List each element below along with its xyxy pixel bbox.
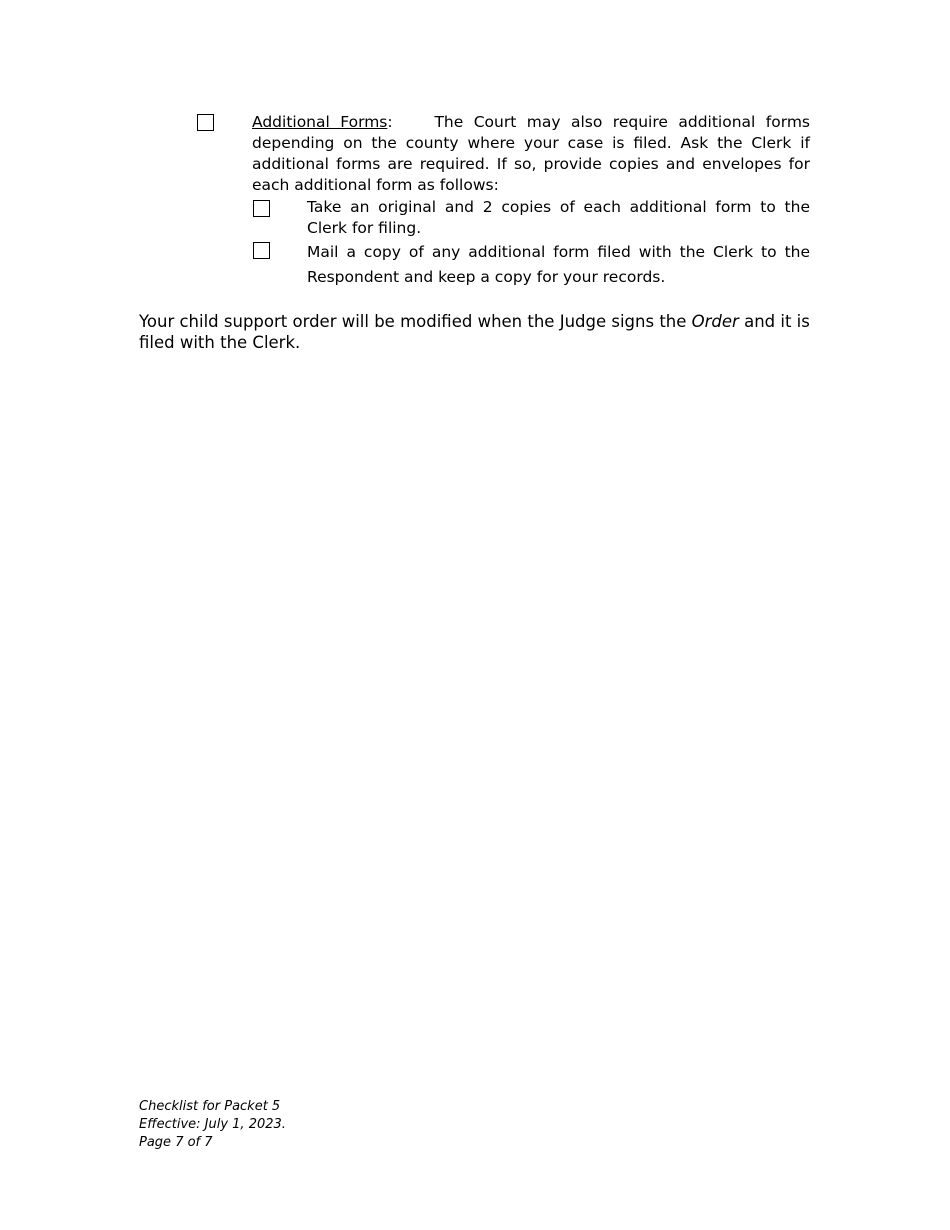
footer-effective-date: Effective: July 1, 2023. bbox=[139, 1117, 286, 1132]
conclusion-paragraph bbox=[139, 311, 839, 353]
additional-forms-heading: Additional Forms bbox=[252, 113, 388, 131]
page-footer bbox=[139, 1098, 286, 1152]
footer-packet: Checklist for Packet 5 bbox=[139, 1099, 281, 1114]
subitem-mail-copy: Mail a copy of any additional form filed with the Clerk to the Respondent and keep a copy for your records. bbox=[307, 243, 810, 286]
subitem-original-copies: Take an original and 2 copies of each additional form to the Clerk for filing. bbox=[307, 198, 810, 237]
additional-forms-item: Additional Forms: The Court may also require additional forms depending on the county where your case is filed. Ask the Clerk if additional forms are required. If so, provide copies and envelopes for each additional form as follows: bbox=[252, 113, 810, 194]
conclusion-text-before: Your child support order will be modified when the Judge signs the bbox=[139, 312, 692, 331]
additional-forms-text: The Court may also require additional forms depending on the county where your case is filed. Ask the Clerk if additional forms are required. If so, provide copies and envelopes for each additional form as follows: bbox=[252, 113, 810, 194]
additional-forms-checkbox[interactable] bbox=[197, 114, 214, 131]
conclusion-text-after: and it is filed with the Clerk. bbox=[139, 312, 810, 352]
footer-page-number: Page 7 of 7 bbox=[139, 1135, 213, 1150]
subitem-original-copies-checkbox[interactable] bbox=[253, 200, 270, 217]
conclusion-emphasis: Order bbox=[691, 312, 739, 331]
subitem-mail-copy-checkbox[interactable] bbox=[253, 242, 270, 259]
